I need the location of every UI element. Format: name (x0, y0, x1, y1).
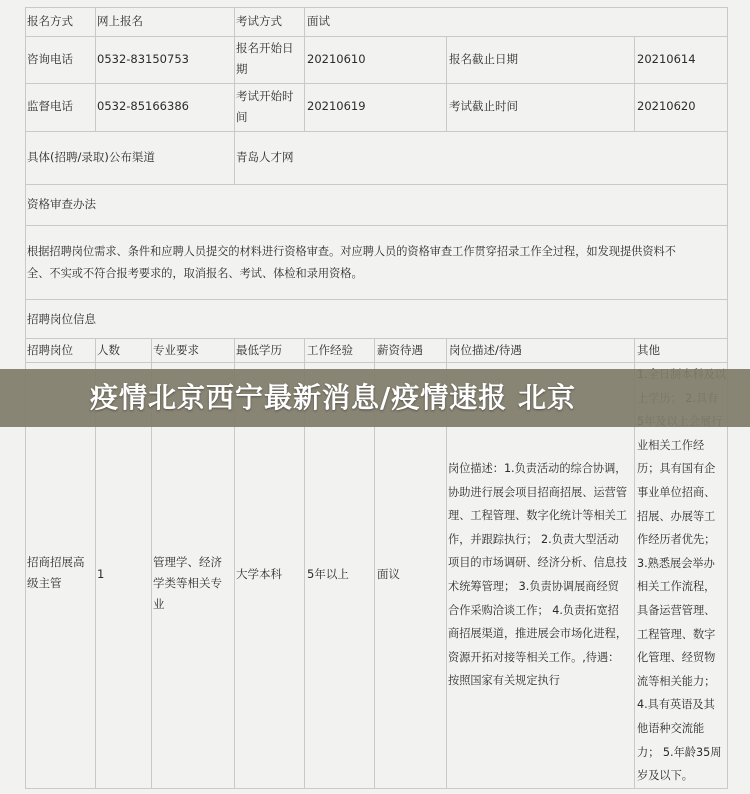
registration-end-label: 报名截止日期 (449, 52, 518, 66)
description-line: 岗位描述：1.负责活动的综合协调， (448, 462, 627, 475)
registration-method-value: 网上报名 (97, 14, 143, 28)
other-line: 工程管理、数字 (637, 627, 716, 641)
column-header: 工作经验 (307, 343, 353, 357)
education-requirement: 大学本科 (236, 567, 282, 581)
other-line: 作经历者优先； (637, 533, 716, 547)
other-line: 化管理、经贸物 (637, 651, 716, 665)
registration-start-label: 报名开始日期 (236, 41, 294, 76)
exam-start-label: 考试开始时间 (236, 89, 294, 124)
description-line: 协助进行展会项目招商招展、运营管 (448, 485, 628, 499)
column-header: 人数 (97, 343, 120, 357)
description-line: 项目的市场调研、经济分析、信息技 (448, 556, 628, 570)
table-rule (25, 338, 727, 339)
table-rule (25, 7, 727, 8)
experience-requirement: 5年以上 (307, 567, 349, 581)
table-rule (446, 36, 447, 131)
other-line: 他语种交流能 (637, 722, 705, 735)
table-rule (25, 362, 727, 363)
major-requirement: 管理学、经济学类等相关专业 (153, 555, 222, 611)
column-header: 薪资待遇 (377, 343, 423, 357)
description-line: 商招展渠道，推进展会市场化进程， (448, 627, 628, 641)
other-line: 流等相关能力； (637, 674, 716, 688)
column-header: 最低学历 (236, 343, 282, 357)
table-rule (25, 788, 727, 789)
positions-heading: 招聘岗位信息 (27, 312, 96, 326)
other-line: 力； 5.年龄35周 (637, 745, 722, 759)
other-line: 具备运营管理、 (637, 604, 716, 617)
review-heading: 资格审查办法 (27, 197, 96, 211)
review-text-line1: 根据招聘岗位需求、条件和应聘人员提交的材料进行资格审查。对应聘人员的资格审查工作贯穿招录工作全过程，如发现提供资料不 (27, 245, 676, 258)
registration-end-value: 20210614 (637, 52, 696, 66)
exam-end-value: 20210620 (637, 99, 696, 113)
other-line: 招展、办展等工 (637, 509, 716, 523)
other-line: 3.熟悉展会举办 (637, 556, 715, 570)
table-rule (634, 36, 635, 131)
table-rule (25, 36, 727, 37)
banner-title: 疫情北京西宁最新消息/疫情速报 北京 (90, 381, 576, 414)
column-header: 专业要求 (153, 343, 199, 357)
table-rule (25, 184, 727, 185)
column-header: 其他 (637, 343, 660, 357)
table-rule (304, 7, 305, 131)
description-line: 术统筹管理； 3.负责协调展商经贸 (448, 580, 619, 593)
column-header: 岗位描述/待遇 (449, 343, 522, 357)
other-line: 4.具有英语及其 (637, 698, 715, 712)
exam-start-value: 20210619 (307, 99, 366, 113)
headcount: 1 (97, 567, 105, 581)
salary: 面议 (377, 567, 400, 581)
description-line: 资源开拓对接等相关工作。,待遇： (448, 650, 620, 664)
table-rule (25, 131, 727, 132)
registration-method-label: 报名方式 (27, 14, 73, 28)
description-line: 理、工程管理、数字化统计等相关工 (448, 509, 628, 523)
other-line: 历；具有国有企 (637, 462, 716, 476)
review-text-line2: 全、不实或不符合报考要求的，取消报名、考试、体检和录用资格。 (27, 267, 363, 280)
consult-phone-label: 咨询电话 (27, 52, 73, 66)
publish-channel-value: 青岛人才网 (236, 150, 294, 164)
supervision-phone-value: 0532-85166386 (97, 99, 189, 113)
publish-channel-label: 具体(招聘/录取)公布渠道 (27, 150, 155, 164)
exam-end-label: 考试截止时间 (449, 99, 518, 113)
supervision-phone-label: 监督电话 (27, 99, 73, 113)
table-rule (25, 225, 727, 226)
table-rule (25, 299, 727, 300)
exam-method-label: 考试方式 (236, 14, 282, 28)
table-rule (95, 7, 96, 131)
consult-phone-value: 0532-83150753 (97, 52, 189, 66)
other-line: 事业单位招商、 (637, 486, 716, 499)
table-rule (25, 83, 727, 84)
column-header: 招聘岗位 (27, 343, 73, 357)
description-line: 作，并跟踪执行； 2.负责大型活动 (448, 532, 619, 546)
registration-start-value: 20210610 (307, 52, 366, 66)
description-line: 合作采购洽谈工作； 4.负责拓宽招 (448, 603, 619, 617)
post-name: 招商招展高级主管 (27, 555, 85, 590)
other-line: 相关工作流程， (637, 580, 716, 594)
exam-method-value: 面试 (307, 14, 330, 28)
other-line: 岁及以下。 (637, 769, 693, 783)
other-line: 业相关工作经 (637, 438, 705, 452)
description-line: 按照国家有关规定执行 (448, 674, 560, 688)
table-rule (234, 7, 235, 184)
